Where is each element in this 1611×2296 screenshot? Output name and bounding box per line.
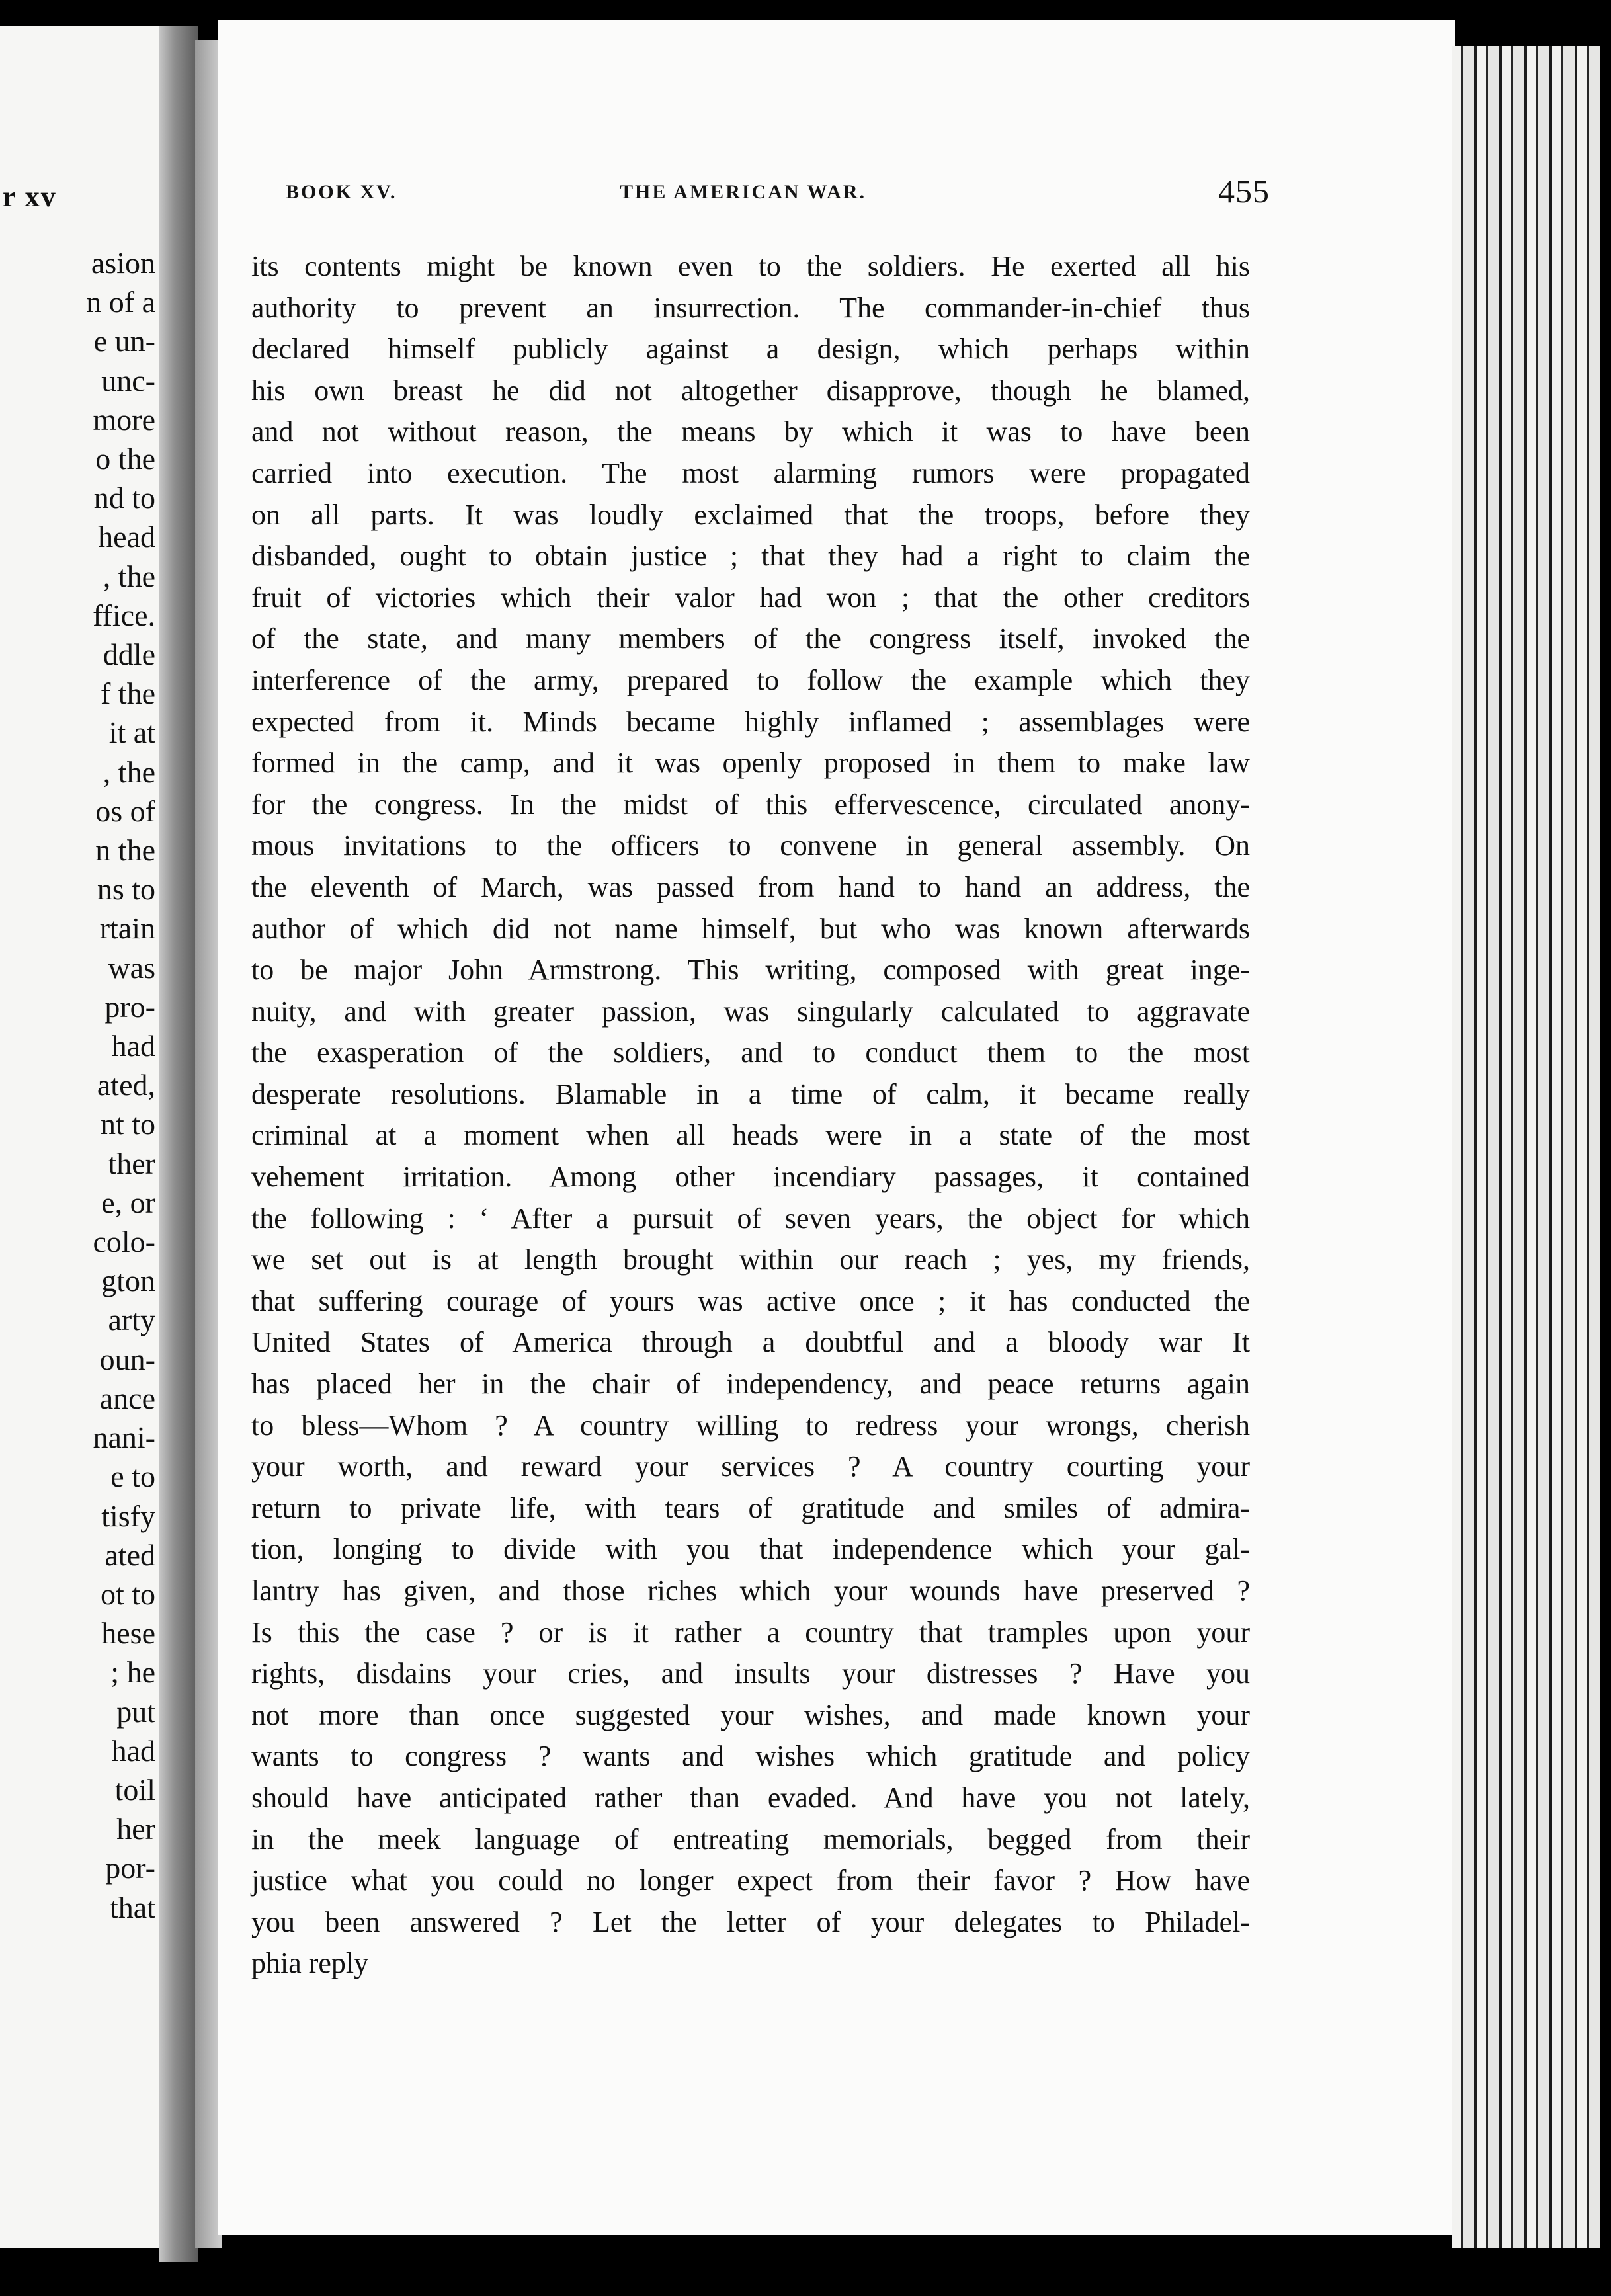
- text-line: authority to prevent an insurrection. The commander-in-chief thus: [251, 291, 1250, 324]
- previous-page-line-ending: nt to: [100, 1107, 155, 1141]
- previous-page-line-endings: [0, 243, 155, 1927]
- previous-page-line-ending: rtain: [99, 911, 155, 946]
- book-number: BOOK XV.: [286, 181, 397, 203]
- previous-page-line-ending: pro-: [104, 989, 155, 1024]
- text-line: formed in the camp, and it was openly proposed in them to make law: [251, 747, 1250, 780]
- previous-page-line-ending: had: [111, 1029, 155, 1063]
- previous-page-line-ending: asion: [91, 246, 155, 280]
- text-line: United States of America through a doubtful and a bloody war It: [251, 1326, 1250, 1359]
- text-line: return to private life, with tears of gratitude and smiles of admira-: [251, 1491, 1250, 1524]
- previous-page-line-ending: head: [98, 520, 155, 554]
- previous-page-line-ending: nd to: [93, 481, 155, 515]
- text-line: expected from it. Minds became highly inflamed ; assemblages were: [251, 705, 1250, 738]
- previous-page-line-ending: n of a: [86, 285, 155, 319]
- text-line: the following : ‘ After a pursuit of seven years, the object for which: [251, 1202, 1250, 1235]
- text-line: Is this the case ? or is it rather a country that tramples upon your: [251, 1616, 1250, 1649]
- text-line: fruit of victories which their valor had won ; that the other creditors: [251, 581, 1250, 614]
- running-title: THE AMERICAN WAR.: [620, 181, 866, 203]
- previous-page-line-ending: e to: [110, 1459, 155, 1494]
- text-line: that suffering courage of yours was active once ; it has conducted the: [251, 1284, 1250, 1317]
- text-line: the eleventh of March, was passed from hand to hand an address, the: [251, 870, 1250, 903]
- text-line: you been answered ? Let the letter of your delegates to Philadel-: [251, 1905, 1250, 1938]
- text-line: the exasperation of the soldiers, and to conduct them to the most: [251, 1036, 1250, 1069]
- previous-page-line-ending: unc-: [101, 363, 155, 397]
- previous-page-fragment: [0, 26, 162, 2248]
- previous-page-line-ending: por-: [105, 1851, 155, 1885]
- previous-page-line-ending: , the: [103, 559, 155, 593]
- previous-page-line-ending: more: [93, 402, 155, 436]
- text-line: we set out is at length brought within our reach ; yes, my friends,: [251, 1243, 1250, 1276]
- running-head: [286, 173, 1270, 217]
- text-line: wants to congress ? wants and wishes which gratitude and policy: [251, 1740, 1250, 1773]
- text-line: on all parts. It was loudly exclaimed that the troops, before they: [251, 498, 1250, 531]
- previous-page-line-ending: toil: [114, 1772, 155, 1807]
- text-line: your worth, and reward your services ? A country courting your: [251, 1450, 1250, 1483]
- page-fore-edges: [1452, 46, 1600, 2248]
- previous-page-line-ending: arty: [108, 1303, 155, 1337]
- previous-page-line-ending: n the: [95, 833, 155, 868]
- text-line: not more than once suggested your wishes, and made known your: [251, 1698, 1250, 1731]
- previous-page-line-ending: ffice.: [93, 598, 155, 632]
- previous-page-line-ending: was: [108, 950, 155, 985]
- text-line: vehement irritation. Among other incendiary passages, it contained: [251, 1161, 1250, 1194]
- text-line: nuity, and with greater passion, was singularly calculated to aggravate: [251, 995, 1250, 1028]
- previous-page-line-ending: ther: [108, 1146, 155, 1180]
- previous-page-line-ending: colo-: [93, 1225, 155, 1259]
- text-line: of the state, and many members of the congress itself, invoked the: [251, 622, 1250, 655]
- text-line: should have anticipated rather than evaded. And have you not lately,: [251, 1781, 1250, 1814]
- text-line: its contents might be known even to the soldiers. He exerted all his: [251, 250, 1250, 282]
- text-line: his own breast he did not altogether disapprove, though he blamed,: [251, 374, 1250, 407]
- book-gutter-shadow: [159, 26, 198, 2262]
- text-line: carried into execution. The most alarming rumors were propagated: [251, 456, 1250, 489]
- previous-page-line-ending: ddle: [103, 637, 155, 672]
- text-line: justice what you could no longer expect from their favor ? How have: [251, 1864, 1250, 1897]
- text-line: interference of the army, prepared to follow the example which they: [251, 663, 1250, 696]
- text-line: and not without reason, the means by which it was to have been: [251, 415, 1250, 448]
- previous-page-line-ending: hese: [101, 1616, 155, 1651]
- text-line: for the congress. In the midst of this effervescence, circulated anony-: [251, 788, 1250, 821]
- previous-page-line-ending: it at: [108, 716, 155, 750]
- previous-page-running-head: r xv: [3, 181, 57, 213]
- text-line: has placed her in the chair of independency, and peace returns again: [251, 1368, 1250, 1401]
- text-line: mous invitations to the officers to convene in general assembly. On: [251, 829, 1250, 862]
- previous-page-line-ending: her: [116, 1812, 155, 1846]
- previous-page-line-ending: f the: [100, 676, 155, 711]
- previous-page-line-ending: ated,: [97, 1068, 155, 1102]
- previous-page-line-ending: tisfy: [101, 1498, 155, 1533]
- previous-page-line-ending: , the: [103, 755, 155, 789]
- text-line: declared himself publicly against a design, which perhaps within: [251, 333, 1250, 366]
- previous-page-line-ending: ance: [99, 1381, 155, 1415]
- text-line: in the meek language of entreating memorials, begged from their: [251, 1823, 1250, 1856]
- previous-page-line-ending: ot to: [100, 1577, 155, 1611]
- text-line: disbanded, ought to obtain justice ; that they had a right to claim the: [251, 540, 1250, 573]
- text-line: to bless—Whom ? A country willing to redress your wrongs, cherish: [251, 1409, 1250, 1442]
- book-gutter-fold: [195, 40, 222, 2248]
- previous-page-line-ending: ; he: [110, 1655, 155, 1690]
- previous-page-line-ending: put: [116, 1694, 155, 1729]
- previous-page-line-ending: e un-: [93, 324, 155, 358]
- previous-page-line-ending: o the: [95, 442, 155, 476]
- previous-page-line-ending: os of: [95, 794, 155, 828]
- previous-page-line-ending: ated: [104, 1538, 155, 1572]
- page-body-text: [251, 246, 1250, 1985]
- text-line: tion, longing to divide with you that independence which your gal-: [251, 1533, 1250, 1566]
- text-line: lantry has given, and those riches which your wounds have preserved ?: [251, 1575, 1250, 1607]
- text-line: desperate resolutions. Blamable in a time of calm, it became really: [251, 1077, 1250, 1110]
- page-number: 455: [1218, 173, 1270, 210]
- text-line: criminal at a moment when all heads were in a state of the most: [251, 1119, 1250, 1152]
- previous-page-line-ending: had: [111, 1733, 155, 1768]
- text-line: to be major John Armstrong. This writing, composed with great inge-: [251, 954, 1250, 987]
- previous-page-line-ending: gton: [101, 1264, 155, 1298]
- previous-page-line-ending: nani-: [93, 1420, 155, 1455]
- text-line: author of which did not name himself, but who was known afterwards: [251, 912, 1250, 945]
- text-line: rights, disdains your cries, and insults your distresses ? Have you: [251, 1657, 1250, 1690]
- previous-page-line-ending: oun-: [99, 1342, 155, 1376]
- previous-page-line-ending: e, or: [101, 1185, 155, 1219]
- previous-page-line-ending: ns to: [97, 872, 155, 907]
- previous-page-line-ending: that: [110, 1890, 155, 1924]
- text-line: phia reply: [251, 1947, 369, 1980]
